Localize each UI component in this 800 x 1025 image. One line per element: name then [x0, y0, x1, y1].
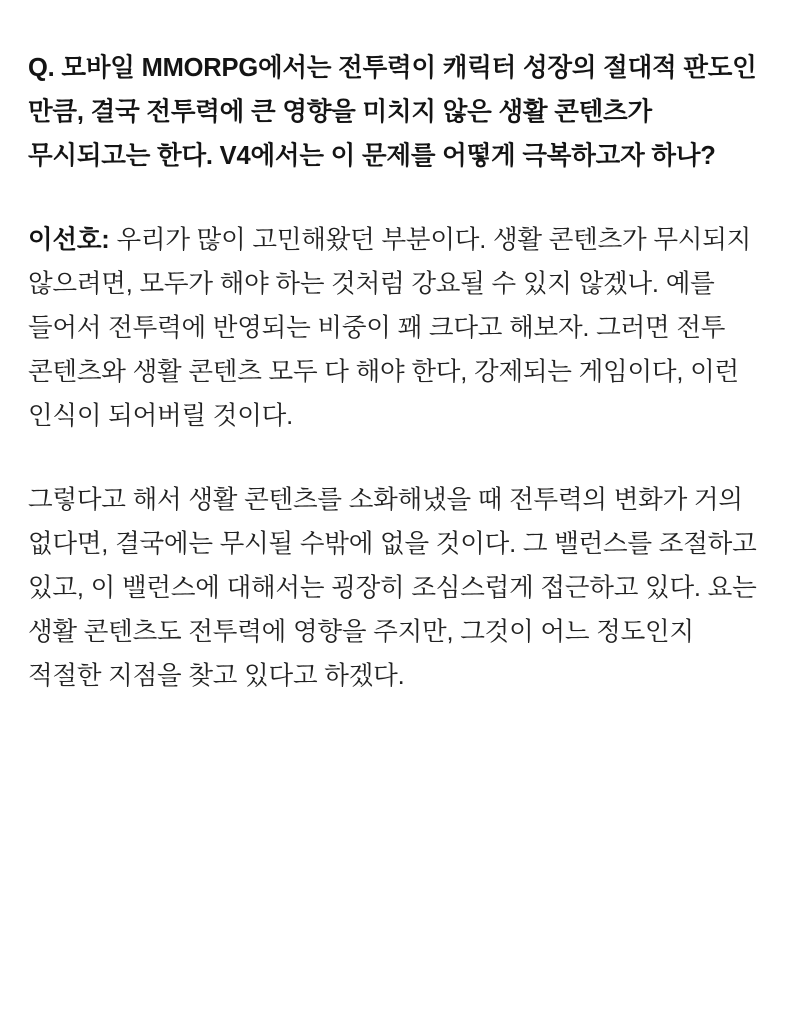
- speaker-name: 이선호:: [28, 226, 110, 254]
- answer-text-1: 우리가 많이 고민해왔던 부분이다. 생활 콘텐츠가 무시되지 않으려면, 모두가 해야 하는 것처럼 강요될 수 있지 않겠나. 예를 들어서 전투력에 반영되는 비중이 꽤 크다고 해보자. 그러면 전투 콘텐츠와 생활 콘텐츠 모두 다 해야 한다, 강제되는 게임이다, 이런 인식이 되어버릴 것이다.: [28, 226, 752, 430]
- interview-question-paragraph: Q. 모바일 MMORPG에서는 전투력이 캐릭터 성장의 절대적 판도인 만큼, 결국 전투력에 큰 영향을 미치지 않은 생활 콘텐츠가 무시되고는 한다. V4에서는 이 문제를 어떻게 극복하고자 하나?: [28, 54, 757, 170]
- interview-answer-paragraph-1: [28, 218, 772, 438]
- interview-answer-paragraph-2: 그렇다고 해서 생활 콘텐츠를 소화해냈을 때 전투력의 변화가 거의 없다면, 결국에는 무시될 수밖에 없을 것이다. 그 밸런스를 조절하고 있고, 이 밸런스에 대해서는 굉장히 조심스럽게 접근하고 있다. 요는 생활 콘텐츠도 전투력에 영향을 주지만, 그것이 어느 정도인지 적절한 지점을 찾고 있다고 하겠다.: [28, 486, 757, 690]
